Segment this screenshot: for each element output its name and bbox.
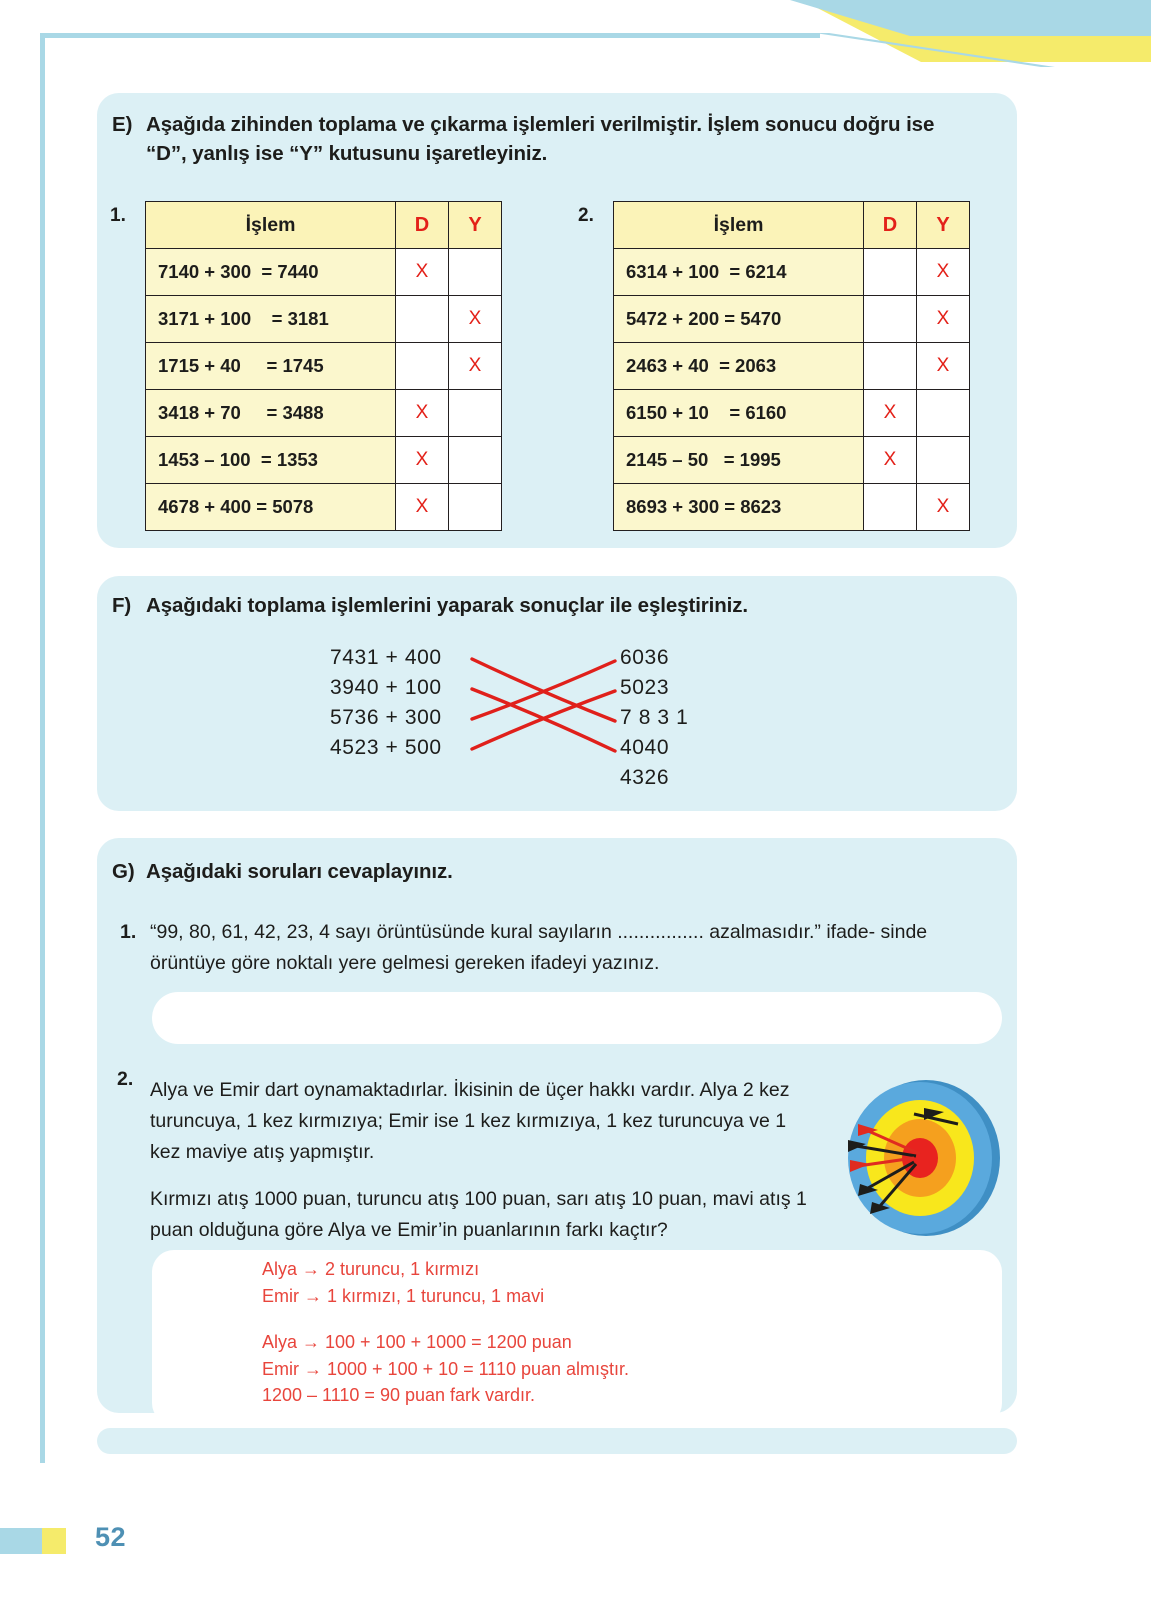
table-row	[146, 437, 502, 484]
column-header-wrong: Y	[917, 202, 970, 249]
table-2-index: 2.	[578, 205, 594, 226]
matching-left-column	[330, 643, 442, 763]
table-row	[146, 343, 502, 390]
wrong-checkbox-cell[interactable]	[449, 484, 502, 531]
question-1-number: 1.	[120, 921, 137, 943]
dartboard-icon	[828, 1078, 1008, 1238]
table-row	[614, 390, 970, 437]
question-2-body	[150, 1075, 820, 1262]
column-header-correct: D	[396, 202, 449, 249]
question-1	[120, 917, 1000, 979]
section-e-heading	[112, 110, 976, 168]
correct-checkbox-cell[interactable]: X	[396, 484, 449, 531]
matching-exercise	[330, 643, 710, 803]
column-header-correct: D	[864, 202, 917, 249]
wrong-checkbox-cell[interactable]: X	[917, 249, 970, 296]
correct-checkbox-cell[interactable]	[396, 296, 449, 343]
wrong-checkbox-cell[interactable]	[449, 249, 502, 296]
operations-table-2-body	[614, 249, 970, 531]
column-header-operation: İşlem	[146, 202, 396, 249]
answer-line: 1200 – 1110 = 90 puan fark vardır.	[262, 1385, 536, 1405]
operations-table-1-body	[146, 249, 502, 531]
section-f-heading	[112, 591, 748, 620]
operation-cell: 8693 + 300 = 8623	[614, 484, 864, 531]
footer-strip	[97, 1428, 1017, 1454]
section-g-heading	[112, 857, 453, 886]
operation-cell: 1453 – 100 = 1353	[146, 437, 396, 484]
table-row	[146, 390, 502, 437]
table-row	[614, 343, 970, 390]
page-number: 52	[95, 1522, 127, 1552]
correct-checkbox-cell[interactable]: X	[396, 437, 449, 484]
wrong-checkbox-cell[interactable]	[449, 437, 502, 484]
right-match-item[interactable]: 4326	[620, 766, 670, 789]
correct-checkbox-cell[interactable]	[864, 343, 917, 390]
question-1-answer-field[interactable]	[152, 992, 1002, 1044]
section-f-letter: F)	[112, 594, 132, 617]
footer-blue-tab	[0, 1528, 42, 1554]
left-match-item[interactable]: 4523 + 500	[330, 736, 442, 759]
wrong-checkbox-cell[interactable]: X	[449, 343, 502, 390]
right-match-item[interactable]: 4040	[620, 736, 670, 759]
section-g-letter: G)	[112, 860, 135, 883]
correct-checkbox-cell[interactable]	[396, 343, 449, 390]
table-row	[146, 249, 502, 296]
right-match-item[interactable]: 7 8 3 1	[620, 706, 689, 729]
table-row	[146, 296, 502, 343]
operation-cell: 2463 + 40 = 2063	[614, 343, 864, 390]
answer-line: Alya → 2 turuncu, 1 kırmızı	[262, 1259, 480, 1279]
correct-checkbox-cell[interactable]	[864, 296, 917, 343]
operation-cell: 4678 + 400 = 5078	[146, 484, 396, 531]
wrong-checkbox-cell[interactable]	[917, 390, 970, 437]
operation-cell: 6314 + 100 = 6214	[614, 249, 864, 296]
correct-checkbox-cell[interactable]	[864, 249, 917, 296]
left-match-item[interactable]: 3940 + 100	[330, 676, 442, 699]
page-frame-left-rule	[40, 33, 45, 1463]
answer-line: Emir → 1 kırmızı, 1 turuncu, 1 mavi	[262, 1285, 545, 1306]
table-row	[146, 484, 502, 531]
table-row	[614, 484, 970, 531]
section-e-prompt: Aşağıda zihinden toplama ve çıkarma işlemleri verilmiştir. İşlem sonucu doğru ise “D”, yanlış ise “Y” kutusunu işaretleyiniz.	[146, 113, 935, 165]
question-1-text: “99, 80, 61, 42, 23, 4 sayı örüntüsünde kural sayıların ................ azalmasıdır.” ifade- sinde örüntüye göre noktalı yere gelmesi gereken ifadeyi yazınız.	[150, 921, 928, 974]
table-row	[614, 437, 970, 484]
correct-checkbox-cell[interactable]: X	[864, 437, 917, 484]
operation-cell: 1715 + 40 = 1745	[146, 343, 396, 390]
wrong-checkbox-cell[interactable]: X	[917, 343, 970, 390]
table-header-row	[146, 202, 502, 249]
question-2-answer-text	[262, 1256, 629, 1409]
operations-table-1	[145, 201, 502, 531]
wrong-checkbox-cell[interactable]: X	[917, 296, 970, 343]
correct-checkbox-cell[interactable]: X	[396, 390, 449, 437]
wrong-checkbox-cell[interactable]: X	[917, 484, 970, 531]
footer-yellow-tab	[42, 1528, 66, 1554]
operation-cell: 6150 + 10 = 6160	[614, 390, 864, 437]
operation-cell: 5472 + 200 = 5470	[614, 296, 864, 343]
answer-line-spacer	[262, 1309, 629, 1329]
left-match-item[interactable]: 7431 + 400	[330, 646, 442, 669]
question-2-paragraph-2: Kırmızı atış 1000 puan, turuncu atış 100 puan, sarı atış 10 puan, mavi atış 1 puan olduğuna göre Alya ve Emir’in puanlarının farkı kaçtır?	[150, 1188, 807, 1241]
answer-line: Emir → 1000 + 100 + 10 = 1110 puan almıştır.	[262, 1358, 630, 1379]
question-2-number: 2.	[117, 1068, 134, 1090]
table-row	[614, 296, 970, 343]
wrong-checkbox-cell[interactable]	[917, 437, 970, 484]
correct-checkbox-cell[interactable]: X	[864, 390, 917, 437]
right-match-item[interactable]: 5023	[620, 676, 670, 699]
right-match-item[interactable]: 6036	[620, 646, 670, 669]
operation-cell: 3171 + 100 = 3181	[146, 296, 396, 343]
correct-checkbox-cell[interactable]	[864, 484, 917, 531]
operation-cell: 2145 – 50 = 1995	[614, 437, 864, 484]
section-e-letter: E)	[112, 113, 133, 136]
operations-table-2	[613, 201, 970, 531]
matching-right-column	[620, 643, 688, 793]
wrong-checkbox-cell[interactable]	[449, 390, 502, 437]
left-match-item[interactable]: 5736 + 300	[330, 706, 442, 729]
section-f-prompt: Aşağıdaki toplama işlemlerini yaparak sonuçlar ile eşleştiriniz.	[146, 594, 749, 617]
table-header-row	[614, 202, 970, 249]
column-header-wrong: Y	[449, 202, 502, 249]
wrong-checkbox-cell[interactable]: X	[449, 296, 502, 343]
operation-cell: 3418 + 70 = 3488	[146, 390, 396, 437]
question-2-paragraph-1: Alya ve Emir dart oynamaktadırlar. İkisinin de üçer hakkı vardır. Alya 2 kez turuncuya, 1 kez kırmızıya; Emir ise 1 kez kırmızıya, 1 kez turuncuya ve 1 kez maviye atış yapmıştır.	[150, 1079, 790, 1163]
operation-cell: 7140 + 300 = 7440	[146, 249, 396, 296]
table-1-index: 1.	[110, 205, 126, 226]
correct-checkbox-cell[interactable]: X	[396, 249, 449, 296]
section-g-prompt: Aşağıdaki soruları cevaplayınız.	[146, 860, 453, 883]
page-frame-top-rule	[40, 33, 820, 38]
table-row	[614, 249, 970, 296]
column-header-operation: İşlem	[614, 202, 864, 249]
answer-line: Alya → 100 + 100 + 1000 = 1200 puan	[262, 1332, 572, 1352]
